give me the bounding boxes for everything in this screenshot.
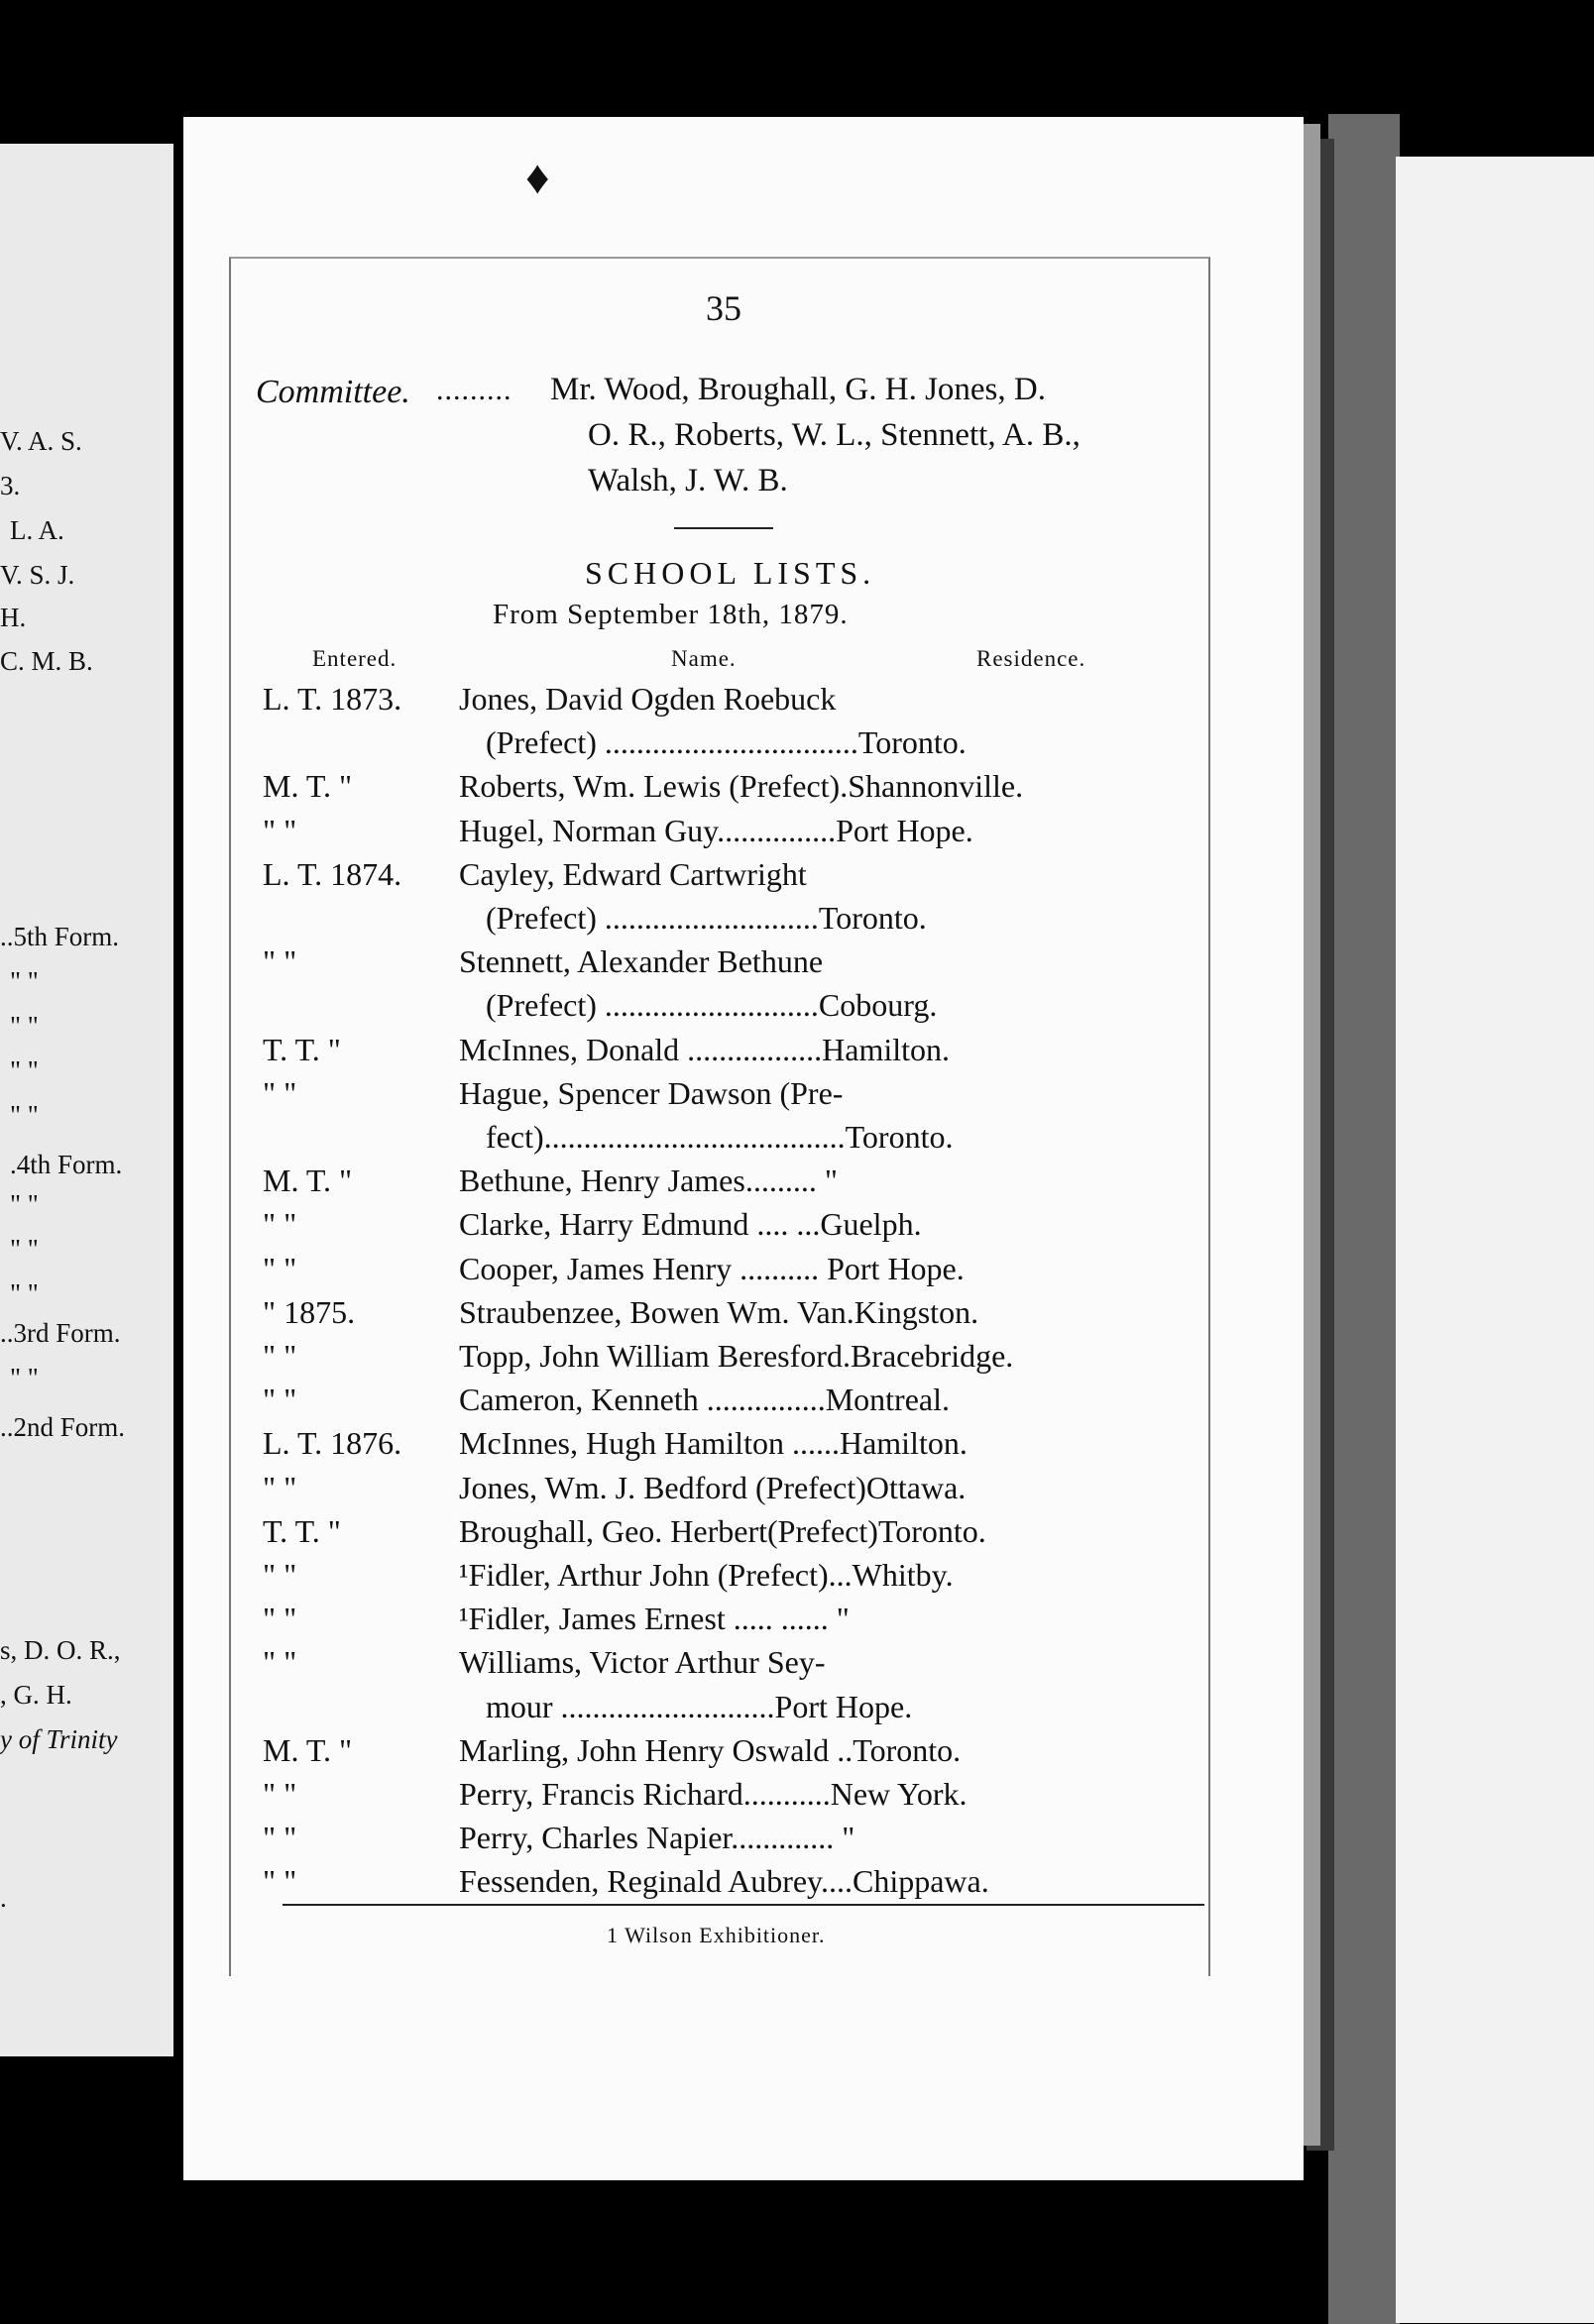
facing-page-line: ..2nd Form. (0, 1412, 126, 1442)
facing-page-line: L. A. (10, 515, 64, 545)
entry-entered: " " (263, 1074, 297, 1111)
entry-name: Cayley, Edward Cartwright (459, 855, 807, 892)
ink-blot-mark: ♦ (525, 152, 550, 204)
entry-entered: L. T. 1876. (263, 1425, 402, 1462)
facing-page-line: " " (10, 1189, 39, 1219)
facing-page-line: s, D. O. R., (0, 1635, 121, 1665)
entry-entered: T. T. " (263, 1512, 341, 1549)
entry-name: Roberts, Wm. Lewis (Prefect).Shannonville. (459, 768, 1024, 805)
entry-entered: L. T. 1873. (263, 681, 402, 717)
entry-entered: " " (263, 1338, 297, 1374)
entry-name: Cooper, James Henry .......... Port Hope. (459, 1250, 965, 1286)
facing-page-line: ..3rd Form. (0, 1318, 121, 1348)
entry-entered: " " (263, 812, 297, 848)
page-stack (1396, 157, 1594, 2323)
facing-page-line: " " (10, 966, 39, 996)
facing-page-line: " " (10, 1234, 39, 1264)
facing-page-line: " " (10, 1363, 39, 1392)
facing-page-line: C. M. B. (0, 646, 93, 676)
committee-line: O. R., Roberts, W. L., Stennett, A. B., (588, 417, 1081, 453)
entry-name: Marling, John Henry Oswald ..Toronto. (459, 1731, 962, 1768)
section-heading: SCHOOL LISTS. (585, 555, 876, 591)
entry-entered: M. T. " (263, 1731, 353, 1768)
entry-name: Williams, Victor Arthur Sey- (459, 1644, 826, 1681)
entry-entered: " 1875. (263, 1293, 356, 1330)
entry-name: Jones, David Ogden Roebuck (459, 681, 837, 717)
entry-name: Hague, Spencer Dawson (Pre- (459, 1074, 844, 1111)
committee-label: Committee. (256, 374, 410, 410)
entry-name: Clarke, Harry Edmund .... ...Guelph. (459, 1206, 922, 1243)
entry-name: (Prefect) ................................Toronto. (486, 724, 967, 761)
entry-name: Topp, John William Beresford.Bracebridge. (459, 1338, 1014, 1374)
entry-name: Bethune, Henry James......... " (459, 1162, 838, 1199)
footnote: 1 Wilson Exhibitioner. (607, 1923, 826, 1947)
entry-entered: " " (263, 1863, 297, 1900)
entry-name: mour ...........................Port Hope. (486, 1688, 913, 1724)
entry-entered: " " (263, 1382, 297, 1418)
page-stack-shadow (1328, 114, 1400, 2324)
entry-name: (Prefect) ...........................Toronto. (486, 900, 927, 936)
entry-entered: T. T. " (263, 1031, 341, 1067)
committee-line: Mr. Wood, Broughall, G. H. Jones, D. (550, 372, 1046, 407)
facing-page-line: " " (10, 1278, 39, 1308)
facing-page-line: , G. H. (0, 1680, 72, 1710)
entry-entered: " " (263, 1206, 297, 1243)
entry-entered: " " (263, 1469, 297, 1505)
footnote-divider (283, 1904, 1204, 1906)
entry-entered: " " (263, 1644, 297, 1681)
entry-name: Straubenzee, Bowen Wm. Van.Kingston. (459, 1293, 979, 1330)
entry-name: McInnes, Donald .................Hamilton. (459, 1031, 951, 1067)
facing-page-line: ..5th Form. (0, 922, 120, 951)
entry-name: Stennett, Alexander Bethune (459, 943, 824, 980)
facing-page-line: y of Trinity (0, 1724, 118, 1754)
entry-name: Perry, Charles Napier............. " (459, 1820, 855, 1856)
committee-line: Walsh, J. W. B. (588, 463, 788, 498)
committee-members (550, 367, 1081, 503)
entry-entered: " " (263, 1601, 297, 1637)
entry-name: ¹Fidler, James Ernest ..... ...... " (459, 1601, 850, 1637)
facing-page-line: 3. (0, 471, 21, 500)
facing-page-line: V. A. S. (0, 426, 82, 456)
entry-entered: M. T. " (263, 768, 353, 805)
entry-entered: " " (263, 1250, 297, 1286)
entry-name: Fessenden, Reginald Aubrey....Chippawa. (459, 1863, 989, 1900)
entry-entered: L. T. 1874. (263, 855, 402, 892)
facing-page-line: " " (10, 1055, 39, 1085)
section-subheading: From September 18th, 1879. (493, 599, 849, 630)
facing-page-line: .4th Form. (10, 1150, 123, 1179)
entry-name: McInnes, Hugh Hamilton ......Hamilton. (459, 1425, 968, 1462)
entry-name: (Prefect) ...........................Cobourg. (486, 987, 938, 1024)
page-number: 35 (706, 288, 741, 328)
entry-entered: " " (263, 1820, 297, 1856)
entry-name: Perry, Francis Richard...........New York. (459, 1776, 968, 1812)
entry-name: ¹Fidler, Arthur John (Prefect)...Whitby. (459, 1557, 954, 1593)
entry-name: Broughall, Geo. Herbert(Prefect)Toronto. (459, 1512, 986, 1549)
entry-entered: M. T. " (263, 1162, 353, 1199)
committee-leader: ......... (436, 374, 512, 406)
entry-name: Hugel, Norman Guy...............Port Hope. (459, 812, 973, 848)
entry-entered: " " (263, 1557, 297, 1593)
facing-page-line: V. S. J. (0, 560, 75, 590)
column-header-entered: Entered. (312, 646, 398, 671)
facing-page-line: H. (0, 603, 27, 632)
column-header-name: Name. (671, 646, 737, 671)
entry-name: fect)......................................Toronto. (486, 1119, 954, 1155)
entry-name: Cameron, Kenneth ...............Montreal. (459, 1382, 950, 1418)
column-header-residence: Residence. (976, 646, 1086, 671)
section-divider (674, 527, 773, 529)
facing-page (0, 144, 173, 2056)
facing-page-line: " " (10, 1100, 39, 1130)
entry-entered: " " (263, 943, 297, 980)
entry-entered: " " (263, 1776, 297, 1812)
facing-page-line: . (0, 1883, 7, 1913)
entry-name: Jones, Wm. J. Bedford (Prefect)Ottawa. (459, 1469, 967, 1505)
facing-page-line: " " (10, 1011, 39, 1041)
